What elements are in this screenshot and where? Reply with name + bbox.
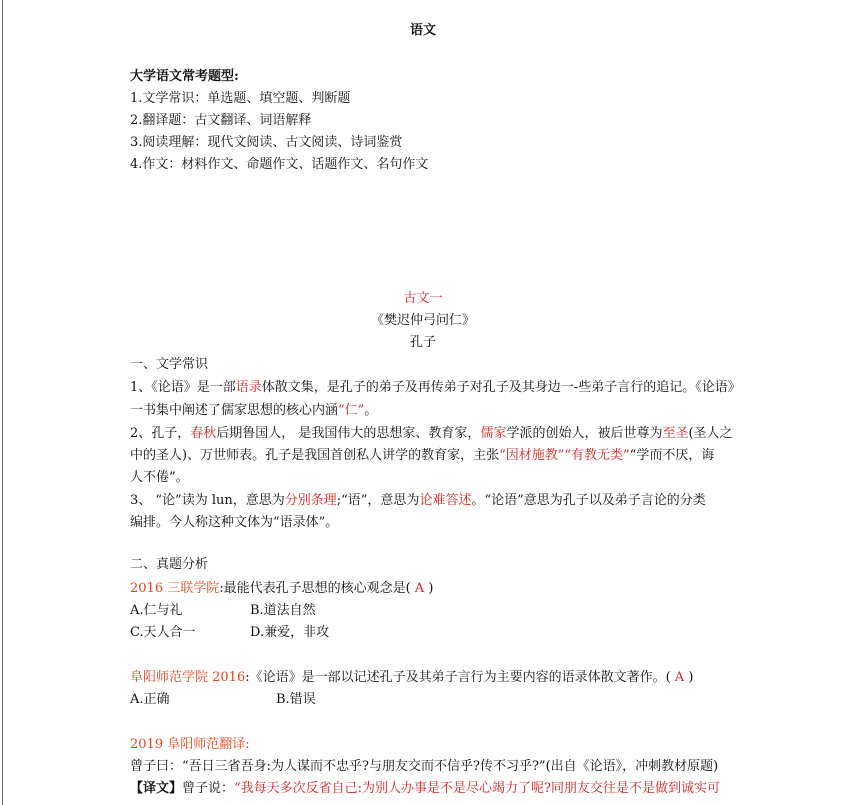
- page-title: 语文: [409, 23, 436, 38]
- paragraph-2-line-1: 2、孔子，春秋后期鲁国人， 是我国伟大的思想家、教育家，儒家学派的创始人，被后世尊为至圣(圣人之: [130, 426, 733, 441]
- question-3-quote: 曾子曰：“吾日三省吾身:为人谋而不忠乎?与朋友交而不信乎?传不习乎?”(出自《论语》，冲刺教材原题): [130, 759, 719, 774]
- paragraph-1-line-2: 一书集中阐述了儒家思想的核心内涵“仁”。: [130, 403, 378, 418]
- paragraph-1-line-1: 1、《论语》是一部语录体散文集，是孔子的弟子及再传弟子对孔子及其身边一-些弟子言行的追记。《论语》: [130, 380, 741, 395]
- question-3-source: 2019 阜阳师范翻译:: [130, 737, 250, 752]
- paragraph-2-line-2: 中的圣人)、万世师表。孔子是我国首创私人讲学的教育家，主张“因材施教”“有教无类”“学而不厌，诲: [130, 448, 715, 463]
- question-1-stem: 2016 三联学院:最能代表孔子思想的核心观念是( A ): [130, 581, 434, 596]
- question-type-item: 1.文学常识：单选题、填空题、判断题: [130, 91, 351, 106]
- section-label: 古文一: [403, 291, 443, 306]
- paragraph-3-line-1: 3、 “论”读为 lun，意思为分别条理;“语”，意思为论难答述。“论语”意思为孔子以及弟子言论的分类: [130, 493, 706, 508]
- question-1-option: B.道法自然: [250, 603, 316, 618]
- question-type-item: 2.翻译题：古文翻译、词语解释: [130, 113, 312, 128]
- question-1-option: A.仁与礼: [130, 603, 183, 618]
- part2-heading: 二、真题分析: [130, 557, 209, 572]
- page-edge: [2, 0, 3, 805]
- question-types-heading: 大学语文常考题型:: [130, 69, 239, 84]
- question-1-option: D.兼爱，非攻: [250, 625, 330, 640]
- question-1-option: C.天人合一: [130, 625, 196, 640]
- text-title: 《樊迟仲弓问仁》: [370, 313, 475, 328]
- question-type-item: 4.作文：材料作文、命题作文、话题作文、名句作文: [130, 157, 429, 172]
- question-3-translation: 【译文】曾子说：“我每天多次反省自己:为别人办事是不是尽心竭力了呢?同朋友交往是不是做到诚实可: [130, 781, 721, 796]
- question-2-option: B.错误: [276, 692, 316, 707]
- question-2-stem: 阜阳师范学院 2016:《论语》是一部以记述孔子及其弟子言行为主要内容的语录体散文著作。( A ): [130, 670, 694, 685]
- question-2-option: A.正确: [130, 692, 170, 707]
- paragraph-2-line-3: 人不倦”。: [130, 470, 189, 485]
- text-author: 孔子: [409, 335, 436, 350]
- part1-heading: 一、文学常识: [130, 357, 209, 372]
- paragraph-3-line-2: 编排。今人称这种文体为“语录体”。: [130, 515, 339, 530]
- question-type-item: 3.阅读理解：现代文阅读、古文阅读、诗词鉴赏: [130, 135, 403, 150]
